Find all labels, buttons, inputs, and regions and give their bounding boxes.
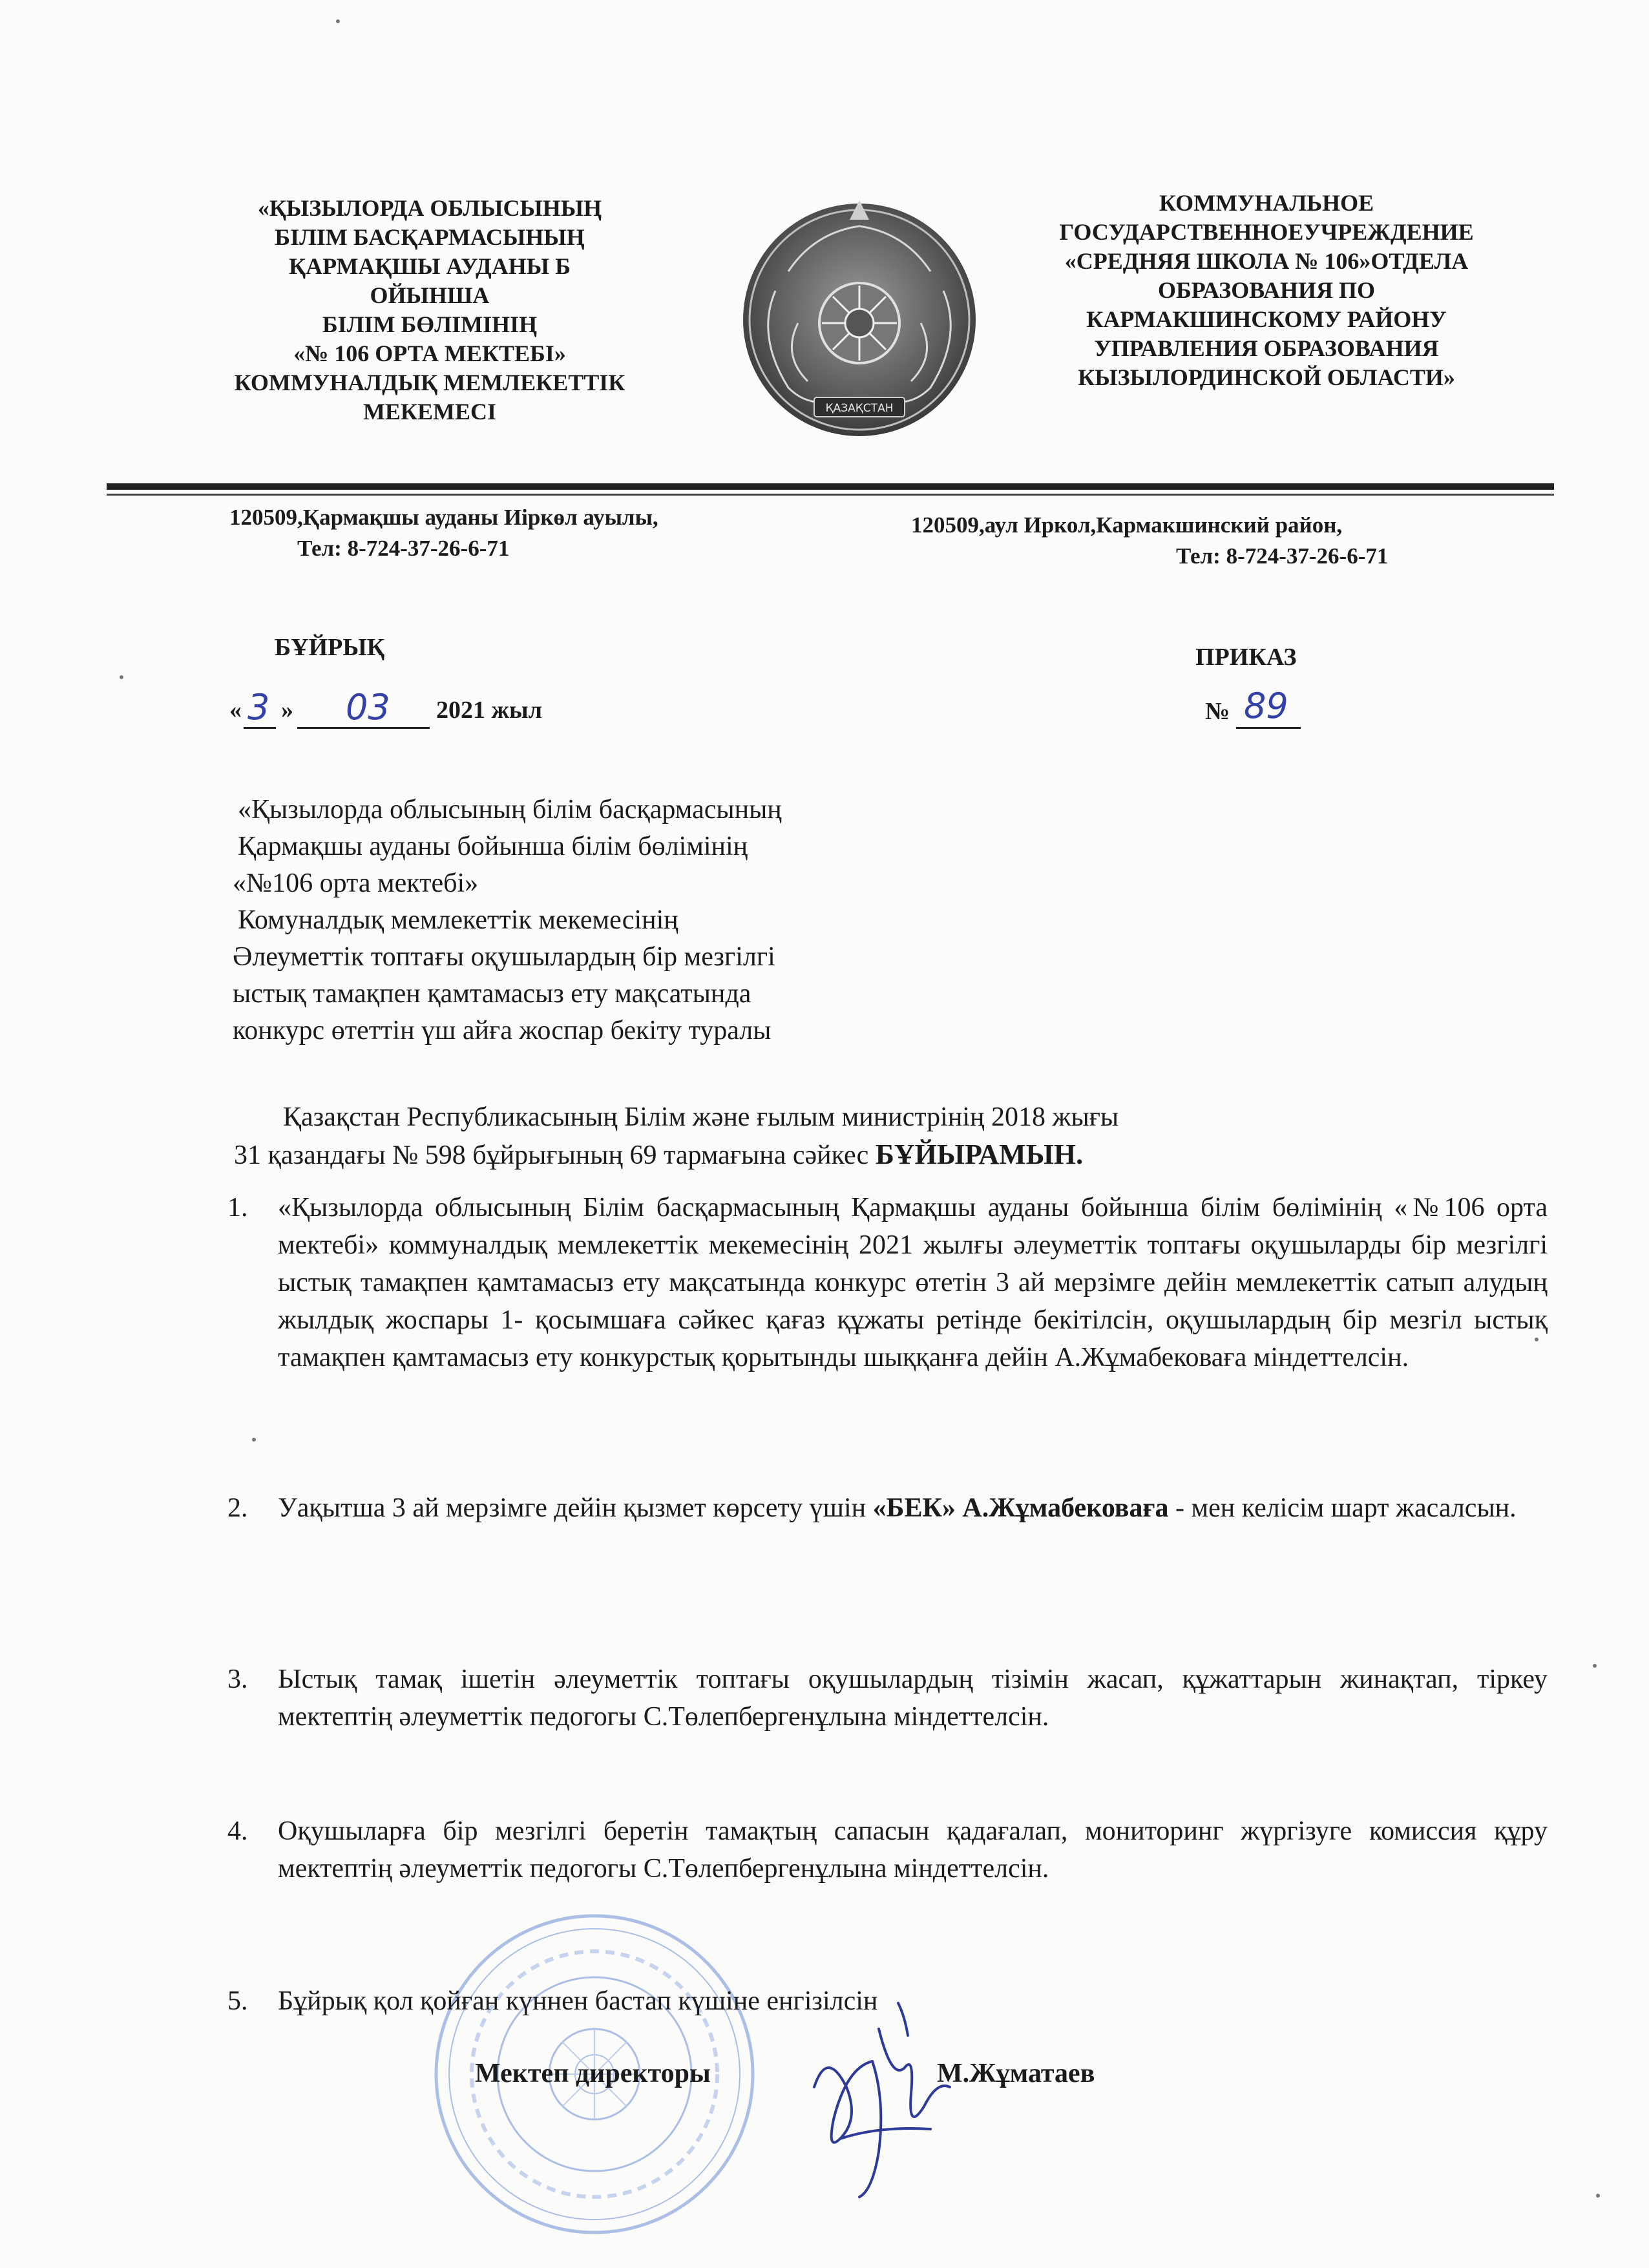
- order-item-4: [227, 1812, 1548, 1887]
- header-left-line: ОЙЫНША: [370, 282, 490, 308]
- subject-line: конкурс өтеттін үш айға жоспар бекіту туралы: [233, 1016, 772, 1045]
- date-month-handwritten: 03: [346, 687, 390, 728]
- header-left-block: [187, 194, 672, 426]
- scan-speck: [120, 675, 123, 679]
- order-item-2: [227, 1489, 1548, 1527]
- header-left-line: БІЛІМ БӨЛІМІНІҢ: [322, 311, 538, 337]
- item-number: 3.: [227, 1664, 248, 1694]
- state-emblem-icon: [737, 194, 982, 439]
- subject-line: «Қызылорда облысының білім басқармасының: [238, 795, 782, 824]
- subject-line: Әлеуметтік топтағы оқушылардың бір мезгілгі: [233, 942, 775, 972]
- header-left-line: «№ 106 ОРТА МЕКТЕБІ»: [293, 341, 566, 366]
- scan-speck: [1596, 2194, 1600, 2198]
- scan-speck: [1535, 1338, 1539, 1341]
- scan-speck: [252, 1438, 256, 1442]
- header-right-line: ГОСУДАРСТВЕННОЕУЧРЕЖДЕНИЕ: [1059, 219, 1474, 245]
- header-right-line: КАРМАКШИНСКОМУ РАЙОНУ: [1086, 306, 1447, 332]
- subject-line: Қармақшы ауданы бойынша білім бөлімінің: [238, 832, 748, 861]
- item-text-part: - мен келісім шарт жасалсын.: [1168, 1493, 1517, 1523]
- item-text: «Қызылорда облысының Білім басқармасының Қармақшы ауданы бойынша білім бөлімінің «№106 орта мектебі» коммуналдық мемлекеттік мекемесінің 2021 жылғы әлеуметтік топтағы оқушыларды бір мезгілгі ыстық тамақпен қамтамасыз ету мақсатында конкурс өтетін 3 ай мерзімге дейін мемлекеттік сатып алудың жылдық жоспары 1- қосымшаға сәйкес қағаз құжаты ретінде бекітілсін, оқушылардың бір мезгіл ыстық тамақпен қамтамасыз ету конкурстық қорытынды шыққанға дейін А.Жұмабековаға міндеттелсін.: [278, 1193, 1548, 1372]
- preamble-line1: Қазақстан Республикасының Білім және ғылым министрінің 2018 жығы: [283, 1102, 1119, 1132]
- order-number-handwritten: 89: [1244, 686, 1288, 726]
- item-text-part: Уақытша 3 ай мерзімге дейін қызмет көрсету үшін: [278, 1493, 873, 1523]
- header-right-line: «СРЕДНЯЯ ШКОЛА № 106»ОТДЕЛА: [1064, 248, 1469, 274]
- date-day-handwritten: 3: [247, 687, 270, 728]
- order-number-underline: [1236, 727, 1301, 729]
- date-month-underline: [297, 727, 430, 729]
- address-left-line1: 120509,Қармақшы ауданы Иіркөл ауылы,: [229, 505, 658, 530]
- scan-speck: [336, 19, 340, 23]
- header-right-line: УПРАВЛЕНИЯ ОБРАЗОВАНИЯ: [1094, 335, 1439, 361]
- order-item-3: [227, 1661, 1548, 1736]
- header-left-line: КОММУНАЛДЫҚ МЕМЛЕКЕТТІК: [234, 370, 625, 395]
- order-subject: [233, 792, 782, 1049]
- scan-speck: [1593, 1664, 1597, 1668]
- item-number: 5.: [227, 1986, 248, 2016]
- address-left-phone: Тел: 8-724-37-26-6-71: [297, 536, 510, 561]
- item-text: Ыстық тамақ ішетін әлеуметтік топтағы оқушылардың тізімін жасап, құжаттарын жинақтап, тіркеу мектептің әлеуметтік педогогы С.Төлепбергенұлына міндеттелсін.: [278, 1664, 1548, 1732]
- date-year: 2021 жыл: [436, 697, 543, 724]
- address-right-phone: Тел: 8-724-37-26-6-71: [1176, 543, 1389, 569]
- subject-line: «№106 орта мектебі»: [233, 868, 479, 898]
- subject-line: ыстық тамақпен қамтамасыз ету мақсатында: [233, 979, 751, 1009]
- preamble-line2: [234, 1136, 1083, 1174]
- item-text-bold: «БЕК» А.Жұмабековаға: [872, 1493, 1169, 1523]
- item-text: Оқушыларға бір мезгілгі беретін тамақтың сапасын қадағалап, мониторинг жүргізуге комиссия құру мектептің әлеуметтік педогогы С.Төлепбергенұлына міндеттелсін.: [278, 1816, 1548, 1884]
- date-close-quote: »: [281, 697, 293, 724]
- preamble-text: 31 қазандағы № 598 бұйрығының 69 тармағына сәйкес: [234, 1140, 869, 1170]
- header-right-line: КОММУНАЛЬНОЕ: [1159, 190, 1374, 216]
- item-text: Бұйрық қол қойған күннен бастап күшіне енгізілсін: [278, 1986, 878, 2016]
- emblem-label: ҚАЗАҚСТАН: [825, 402, 894, 415]
- signatory-name: М.Жұматаев: [937, 2059, 1095, 2088]
- preamble-emphasis: БҰЙЫРАМЫН.: [875, 1139, 1084, 1170]
- header-right-line: ОБРАЗОВАНИЯ ПО: [1157, 277, 1376, 303]
- order-title-ru: ПРИКАЗ: [1195, 644, 1297, 671]
- header-left-line: БІЛІМ БАСҚАРМАСЫНЫҢ: [275, 224, 585, 250]
- header-divider-thin: [107, 494, 1554, 496]
- item-number: 2.: [227, 1493, 248, 1523]
- subject-line: Комуналдық мемлекеттік мекемесінің: [238, 905, 678, 935]
- order-title-kz: БҰЙРЫҚ: [275, 634, 385, 661]
- header-left-line: МЕКЕМЕСІ: [362, 399, 497, 425]
- header-right-line: КЫЗЫЛОРДИНСКОЙ ОБЛАСТИ»: [1078, 364, 1455, 390]
- item-number: 4.: [227, 1816, 248, 1846]
- address-right-line1: 120509,аул Иркол,Кармакшинский район,: [911, 512, 1343, 538]
- date-open-quote: «: [229, 697, 242, 724]
- order-item-1: [227, 1189, 1548, 1376]
- order-date: [229, 688, 591, 733]
- header-right-block: [1008, 189, 1525, 392]
- header-divider-thick: [107, 483, 1554, 490]
- date-day-underline: [244, 727, 276, 729]
- handwritten-signature-icon: [801, 1990, 969, 2203]
- order-number: [1205, 688, 1334, 733]
- header-left-line: «ҚЫЗЫЛОРДА ОБЛЫСЫНЫҢ: [257, 195, 602, 221]
- item-text: [278, 1489, 1548, 1527]
- header-left-line: ҚАРМАҚШЫ АУДАНЫ Б: [289, 253, 571, 279]
- signatory-position: Мектеп директоры: [475, 2059, 711, 2088]
- item-number: 1.: [227, 1193, 248, 1223]
- order-number-label: №: [1205, 698, 1230, 725]
